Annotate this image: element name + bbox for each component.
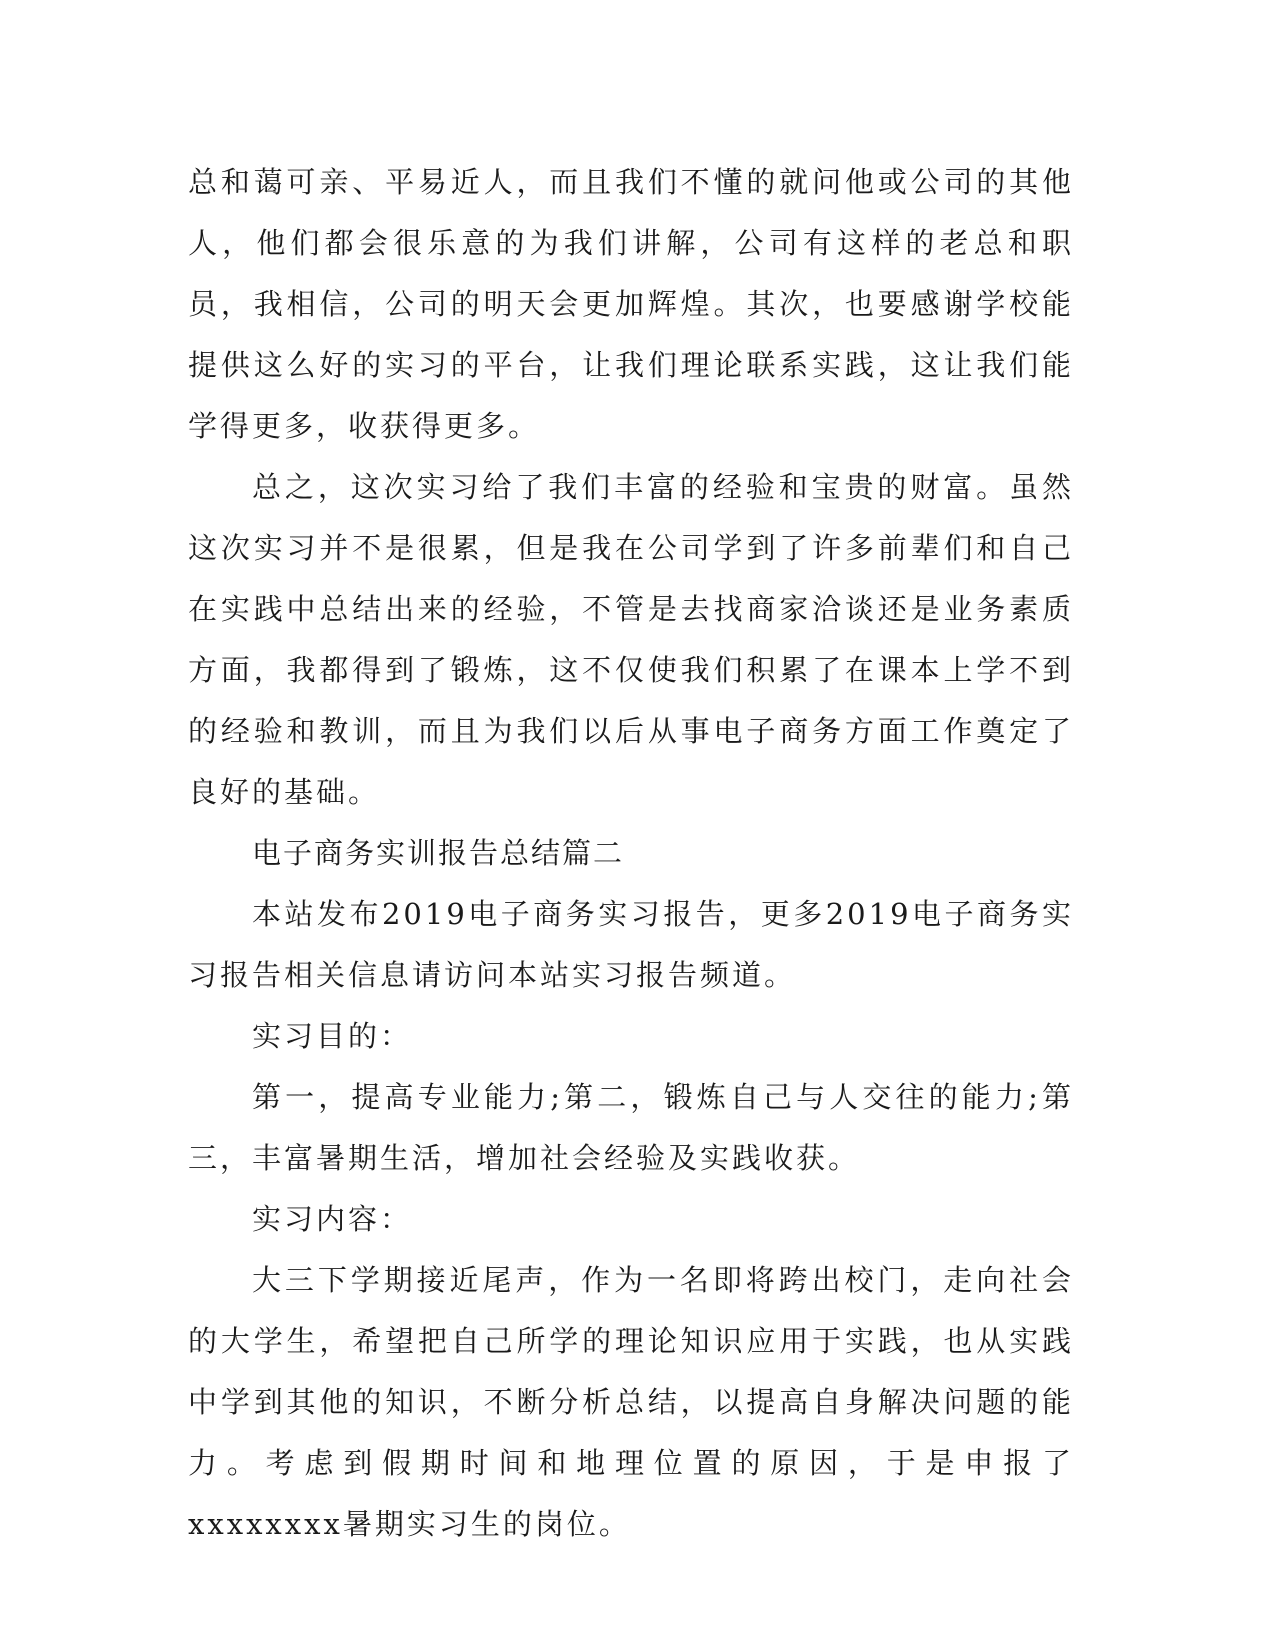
label-internship-content: 实习内容：	[252, 1202, 413, 1236]
document-body	[188, 152, 1074, 1555]
section-heading: 电子商务实训报告总结篇二	[252, 836, 625, 870]
paragraph-intro: 本站发布2019电子商务实习报告，更多2019电子商务实习报告相关信息请访问本站实习报告频道。	[188, 897, 1074, 992]
paragraph-continuation: 总和蔼可亲、平易近人，而且我们不懂的就问他或公司的其他人，他们都会很乐意的为我们讲解，公司有这样的老总和职员，我相信，公司的明天会更加辉煌。其次，也要感谢学校能提供这么好的实习的平台，让我们理论联系实践，这让我们能学得更多，收获得更多。	[188, 165, 1074, 443]
label-internship-purpose: 实习目的：	[252, 1019, 413, 1053]
paragraph-summary: 总之，这次实习给了我们丰富的经验和宝贵的财富。虽然这次实习并不是很累，但是我在公司学到了许多前辈们和自己在实践中总结出来的经验，不管是去找商家洽谈还是业务素质方面，我都得到了锻炼，这不仅使我们积累了在课本上学不到的经验和教训，而且为我们以后从事电子商务方面工作奠定了良好的基础。	[188, 470, 1074, 809]
paragraph-purpose: 第一，提高专业能力;第二，锻炼自己与人交往的能力;第三，丰富暑期生活，增加社会经验及实践收获。	[188, 1080, 1074, 1175]
paragraph-content: 大三下学期接近尾声，作为一名即将跨出校门，走向社会的大学生，希望把自己所学的理论知识应用于实践，也从实践中学到其他的知识，不断分析总结，以提高自身解决问题的能力。考虑到假期时间和地理位置的原因，于是申报了xxxxxxxx暑期实习生的岗位。	[188, 1263, 1074, 1541]
